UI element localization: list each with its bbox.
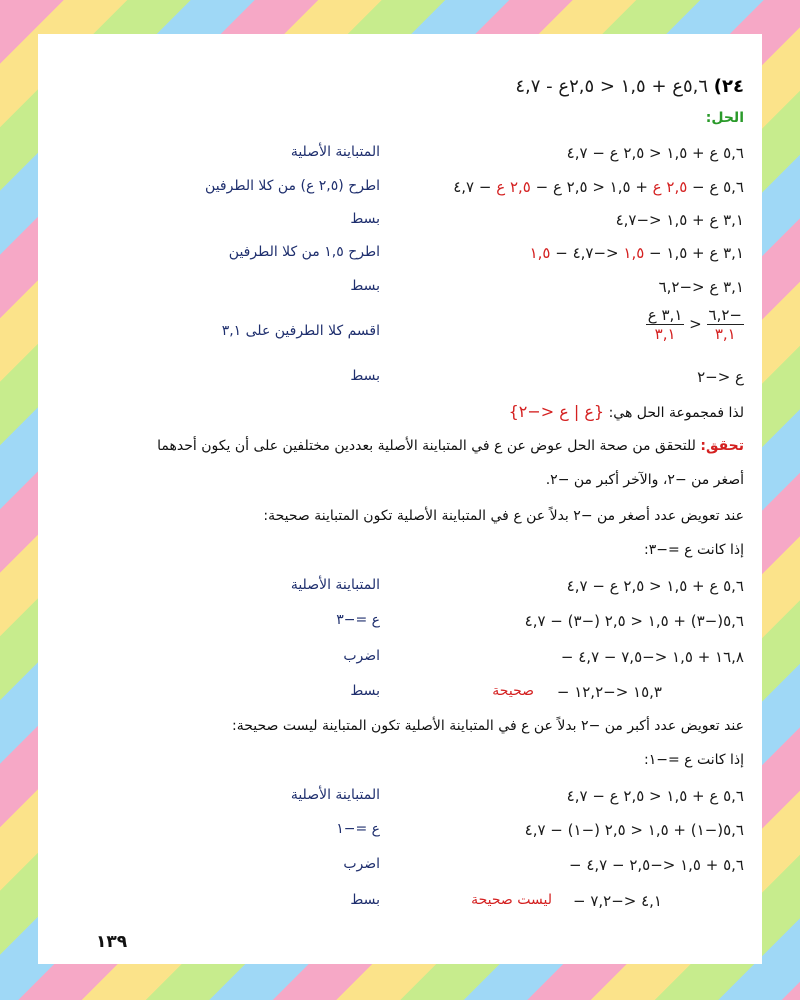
check-line-1: تحقق: للتحقق من صحة الحل عوض عن ع في المتباينة الأصلية بعددين مختلفين على أن يكون أحدهما xyxy=(157,438,744,454)
step-6-fraction: $\frac{\text{٣,١ ع}}{٣,١}$ > $\frac{-٦,٢}{٣,١}$ xyxy=(647,306,742,343)
check-line-2: أصغر من −٢، والآخر أكبر من −٢. xyxy=(545,472,744,488)
step-5-math: ٣,١ ع <−٦,٢ xyxy=(658,278,744,296)
case2-row-3-math: − ٥,٦ + ١,٥ <−٢,٥ − ٤,٧ xyxy=(568,856,744,874)
case2-verdict: ليست صحيحة xyxy=(471,892,552,908)
step-5-note: بسط xyxy=(350,278,380,294)
fraction-left: $\frac{\text{٣,١ ع}}{٣,١}$ xyxy=(647,306,683,343)
step-7-math: ع <−٢ xyxy=(697,368,744,386)
case1-row-3-note: اضرب xyxy=(343,648,380,664)
case1-verdict: صحيحة xyxy=(492,683,534,699)
problem-header xyxy=(515,76,744,97)
case1-row-4-math: − ١٥,٣ <−١٢,٢ xyxy=(556,683,662,701)
page xyxy=(38,34,762,964)
case2-row-4-note: بسط xyxy=(350,892,380,908)
case2-intro: عند تعويض عدد أكبر من −٢ بدلاً عن ع في المتباينة الأصلية تكون المتباينة ليست صحيحة: xyxy=(231,718,744,734)
step-2-math: ٥,٦ ع − ٢,٥ ع + ١,٥ < ٢,٥ ع − ٢,٥ ع − ٤,٧ xyxy=(453,178,744,196)
step-1-note: المتباينة الأصلية xyxy=(290,144,380,160)
case1-row-4-note: بسط xyxy=(350,683,380,699)
fraction-right: $\frac{-٦,٢}{٣,١}$ xyxy=(708,306,742,343)
case1-row-1-note: المتباينة الأصلية xyxy=(290,577,380,593)
step-3-math: ٣,١ ع + ١,٥ <−٤,٧ xyxy=(615,211,744,229)
problem-number: ٢٤) xyxy=(713,76,744,97)
page-number: ١٣٩ xyxy=(96,932,128,952)
case1-if: إذا كانت ع =−٣: xyxy=(643,542,744,558)
case2-row-2-math: ٥,٦(−١) + ١,٥ < ٢,٥ (−١) − ٤,٧ xyxy=(524,821,744,839)
case2-row-1-math: ٥,٦ ع + ١,٥ < ٢,٥ ع − ٤,٧ xyxy=(566,787,744,805)
solution-set: لذا فمجموعة الحل هي: {ع | ع <−٢} xyxy=(508,402,744,421)
case2-row-1-note: المتباينة الأصلية xyxy=(290,787,380,803)
case1-row-2-note: ع =−٣ xyxy=(336,612,380,628)
case2-row-3-note: اضرب xyxy=(343,856,380,872)
solution-label: الحل: xyxy=(705,110,744,126)
case1-row-3-math: − ١٦,٨ + ١,٥ <−٧,٥ − ٤,٧ xyxy=(560,648,744,666)
case1-intro: عند تعويض عدد أصغر من −٢ بدلاً عن ع في المتباينة الأصلية تكون المتباينة صحيحة: xyxy=(263,508,744,524)
case1-row-2-math: ٥,٦(−٣) + ١,٥ < ٢,٥ (−٣) − ٤,٧ xyxy=(524,612,744,630)
problem-equation: ٥,٦ع + ١,٥ < ٢,٥ع - ٤,٧ xyxy=(515,76,709,97)
case2-row-2-note: ع =−١ xyxy=(336,821,380,837)
case2-row-4-math: − ٤,١ <−٧,٢ xyxy=(572,892,662,910)
step-7-note: بسط xyxy=(350,368,380,384)
step-4-math: ٣,١ ع + ١,٥ − ١,٥ <−٤,٧ − ١,٥ xyxy=(529,244,744,262)
case2-if: إذا كانت ع =−١: xyxy=(643,752,744,768)
step-6-note: اقسم كلا الطرفين على ٣,١ xyxy=(221,323,380,339)
step-3-note: بسط xyxy=(350,211,380,227)
case1-row-1-math: ٥,٦ ع + ١,٥ < ٢,٥ ع − ٤,٧ xyxy=(566,577,744,595)
step-1-math: ٥,٦ ع + ١,٥ < ٢,٥ ع − ٤,٧ xyxy=(566,144,744,162)
step-4-note: اطرح ١,٥ من كلا الطرفين xyxy=(228,244,380,260)
step-2-note: اطرح (٢,٥ ع) من كلا الطرفين xyxy=(205,178,380,194)
